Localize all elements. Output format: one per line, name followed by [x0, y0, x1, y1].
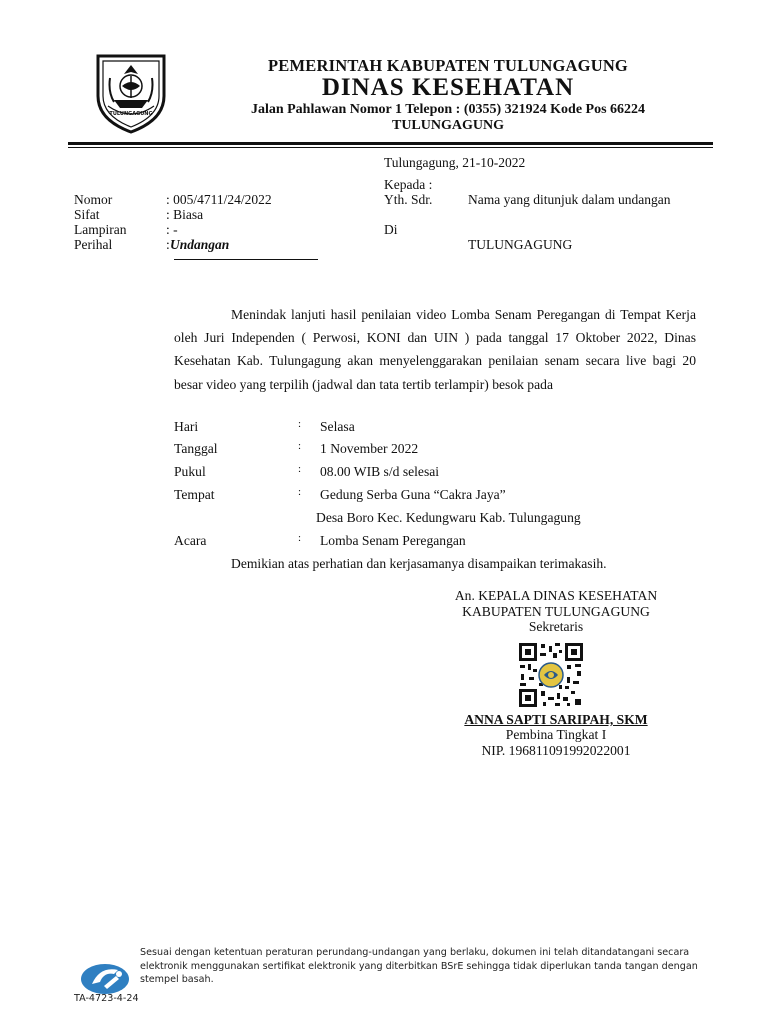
emblem-caption: TULUNGAGUNG — [109, 111, 153, 117]
paragraph-first-line: Menindak lanjuti hasil penilaian video Lomba Senam Peregangan di — [231, 307, 616, 322]
detail-value: Desa Boro Kec. Kedungwaru Kab. Tulungagung — [316, 510, 581, 525]
signatory-rank: Pembina Tingkat I — [505, 727, 607, 742]
regency-emblem-icon — [92, 48, 170, 134]
detail-value: Lomba Senam Peregangan — [320, 533, 466, 548]
detail-label: Tanggal — [174, 441, 218, 456]
signatory-nip: NIP. 196811091992022001 — [481, 743, 631, 758]
detail-colon: : — [298, 532, 302, 544]
di-label: Di — [384, 222, 398, 237]
detail-label: Hari — [174, 419, 199, 434]
yth-label: Yth. Sdr. — [384, 192, 433, 207]
perihal-label: Perihal — [74, 237, 113, 252]
footer-legal-notice: Sesuai dengan ketentuan peraturan perundang-undangan yang berlaku, dokumen ini telah ditandatangani secara elektronik menggunakan sertifikat elektronik yang diterbitkan BSrE sehingga tidak diperlukan tanda tangan dengan stempel basah. — [140, 947, 698, 986]
header-agency: DINAS KESEHATAN — [321, 74, 575, 101]
detail-value: 08.00 WIB s/d selesai — [320, 464, 440, 479]
di-value: TULUNGAGUNG — [468, 237, 573, 252]
lampiran-value: : - — [166, 222, 178, 237]
place-date: Tulungagung, 21-10-2022 — [384, 155, 526, 170]
closing-sentence: Demikian atas perhatian dan kerjasamanya disampaikan terimakasih. — [231, 556, 607, 571]
header-divider-thick — [68, 142, 713, 145]
nomor-value: : 005/4711/24/2022 — [166, 192, 272, 207]
yth-value: Nama yang ditunjuk dalam undangan — [468, 192, 671, 207]
detail-colon: : — [298, 486, 302, 498]
signatory-name: ANNA SAPTI SARIPAH, SKM — [464, 712, 648, 727]
lampiran-label: Lampiran — [74, 222, 127, 237]
signature-title-2: KABUPATEN TULUNGAGUNG — [462, 604, 650, 619]
footer-document-code: TA-4723-4-24 — [74, 993, 139, 1004]
detail-label: Pukul — [174, 464, 206, 479]
detail-value: 1 November 2022 — [320, 441, 419, 456]
sifat-value: : Biasa — [166, 207, 204, 222]
header-city: TULUNGAGUNG — [391, 118, 504, 133]
bsre-logo-icon — [74, 960, 136, 996]
nomor-label: Nomor — [74, 192, 113, 207]
detail-value: Gedung Serba Guna “Cakra Jaya” — [320, 487, 506, 502]
detail-colon: : — [298, 418, 302, 430]
signature-title-3: Sekretaris — [528, 619, 584, 634]
perihal-colon: : — [166, 237, 170, 252]
qr-code-icon — [517, 641, 585, 709]
perihal-value: Undangan — [170, 237, 230, 252]
paragraph-rest: Tempat Kerja oleh Juri Independen ( Perwosi, KONI dan UIN ) pada tanggal 17 Oktober 2022, Dinas Kesehatan Kab. Tulungagung akan menyelenggarakan penilaian senam secara live bagi 20 besar video yang terpilih (jadwal dan tata tertib terlampir) besok pada — [174, 307, 696, 392]
header-government: PEMERINTAH KABUPATEN TULUNGAGUNG — [268, 56, 628, 75]
kepada-label: Kepada : — [384, 177, 433, 192]
detail-colon: : — [298, 440, 302, 452]
header-address: Jalan Pahlawan Nomor 1 Telepon : (0355) 321924 Kode Pos 66224 — [250, 102, 646, 117]
body-paragraph — [174, 303, 696, 396]
perihal-underline — [174, 259, 318, 260]
detail-colon: : — [298, 463, 302, 475]
detail-label: Tempat — [174, 487, 215, 502]
sifat-label: Sifat — [74, 207, 100, 222]
detail-label: Acara — [174, 533, 207, 548]
signature-title-1: An. KEPALA DINAS KESEHATAN — [454, 588, 658, 603]
header-divider-thin — [68, 147, 713, 148]
detail-value: Selasa — [320, 419, 355, 434]
